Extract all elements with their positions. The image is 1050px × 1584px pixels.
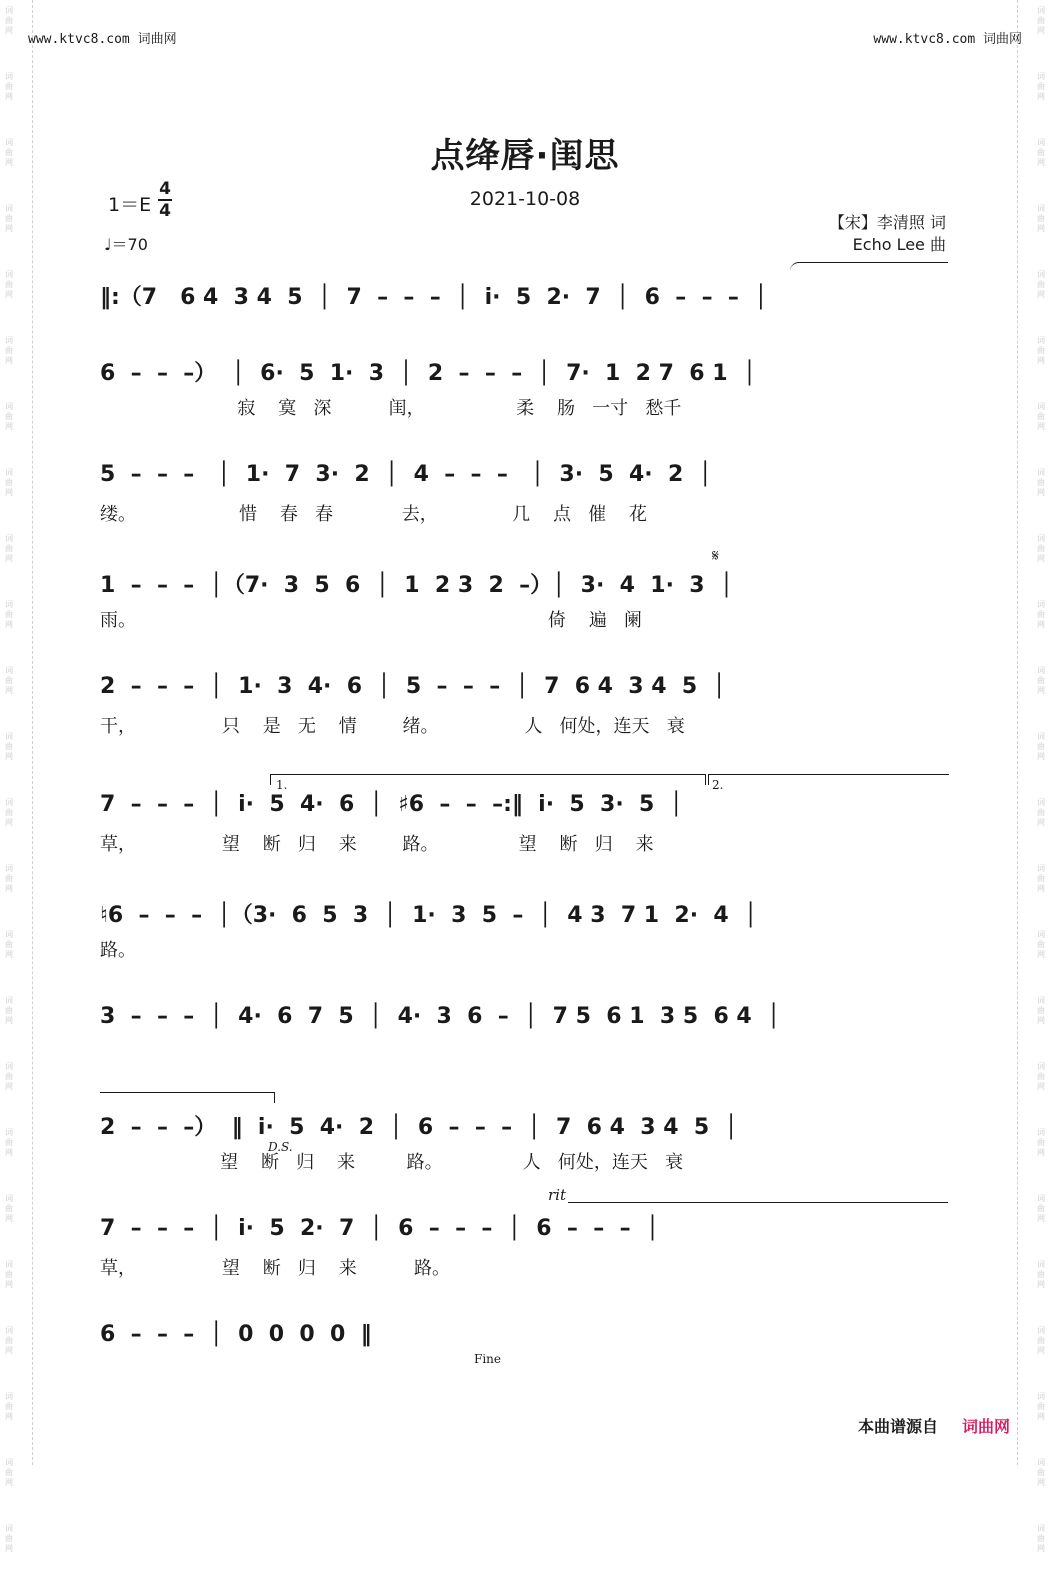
right-margin-strip [1017, 0, 1034, 1465]
fine-mark: Fine [474, 1352, 501, 1366]
volta-1-bracket [270, 774, 706, 785]
lyricist: 【宋】李清照 词 [828, 213, 946, 232]
tie-arc [100, 1092, 275, 1103]
notation: 7 – – – │ i· 5 2· 7 │ 6 – – – │ 6 – – – │ [100, 1216, 660, 1241]
rit-line [568, 1202, 948, 1203]
credits [829, 212, 946, 256]
side-watermark-left: 词 曲 网 词 曲 网 词 曲 网 词 曲 网 词 曲 网 词 曲 网 词 曲 网 词 曲 网 词 曲 网 词 曲 网 词 曲 网 词 曲 网 词 曲 网 词 曲 网 词 曲 网 词 曲 网 词 曲 网 词 曲 网 词 曲 网 词 曲 网 词 曲 网 词 曲 网 词 曲 网 词 曲 网 [5, 6, 13, 1553]
left-margin-strip [16, 0, 33, 1465]
lyrics: 寂 寞 深 闺， 柔 肠 一寸 愁千 [100, 398, 682, 419]
time-sig-top: 4 [159, 179, 171, 199]
volta-2-bracket [708, 774, 949, 785]
notation: ‖:（7 6 4 3 4 5 │ 7 – – – │ i· 5 2· 7 │ 6 – – – │ [100, 285, 768, 310]
segno-mark: 𝄋 [712, 546, 719, 565]
ds-mark: D.S. [268, 1140, 293, 1154]
volta-1: 1. [276, 778, 288, 792]
watermark-right: www.ktvc8.com 词曲网 [873, 32, 1022, 47]
notation: 6 – – – │ 0 0 0 0 ‖ [100, 1322, 372, 1347]
notation: 2 – – – │ 1· 3 4· 6 │ 5 – – – │ 7 6 4 3 4 5 │ [100, 674, 726, 699]
side-watermark-right: 词 曲 网 词 曲 网 词 曲 网 词 曲 网 词 曲 网 词 曲 网 词 曲 网 词 曲 网 词 曲 网 词 曲 网 词 曲 网 词 曲 网 词 曲 网 词 曲 网 词 曲 网 词 曲 网 词 曲 网 词 曲 网 词 曲 网 词 曲 网 词 曲 网 词 曲 网 词 曲 网 词 曲 网 [1037, 6, 1045, 1553]
notation: 7 – – – │ i· 5 4· 6 │ ♯6 – – –:‖ i· 5 3· 5 │ [100, 792, 683, 817]
lyrics: 草， 望 断 归 来 路。 [100, 1258, 450, 1279]
lyrics: 干， 只 是 无 情 绪。 人 何处，连天 衰 [100, 716, 685, 737]
notation: 1 – – – │（7· 3 5 6 │ 1 2 3 2 –）│ 3· 4 1· 3 │ [100, 573, 734, 598]
key-signature: 1＝E [108, 194, 152, 216]
lyrics: 草， 望 断 归 来 路。 望 断 归 来 [100, 834, 654, 855]
lyrics: 望 断 归 来 路。 人 何处，连天 衰 [100, 1152, 684, 1173]
lyrics: 缕。 惜 春 春 去， 几 点 催 花 [100, 504, 648, 525]
rit-mark: rit [548, 1186, 566, 1204]
page-title: 点绛唇·闺思 [430, 136, 620, 176]
notation: 2 – – –） ‖ i· 5 4· 2 │ 6 – – – │ 7 6 4 3 4 5 │ [100, 1115, 738, 1140]
notation: 5 – – – │ 1· 7 3· 2 │ 4 – – – │ 3· 5 4· 2 │ [100, 462, 712, 487]
composer: Echo Lee 曲 [852, 235, 946, 254]
time-sig-bottom: 4 [159, 201, 171, 221]
volta-2: 2. [712, 778, 724, 792]
footer-source [858, 1414, 1010, 1437]
watermark-left: www.ktvc8.com 词曲网 [28, 32, 177, 47]
notation: ♮6 – – – │（3· 6 5 3 │ 1· 3 5 – │ 4 3 7 1 2· 4 │ [100, 903, 758, 928]
score-date: 2021-10-08 [469, 188, 581, 210]
time-signature [158, 180, 172, 220]
lyrics: 路。 [100, 940, 136, 961]
tie-arc [790, 262, 948, 271]
footer-source-text: 本曲谱源自 [857, 1417, 938, 1436]
notation: 6 – – –） │ 6· 5 1· 3 │ 2 – – – │ 7· 1 2 7 6 1 │ [100, 361, 757, 386]
footer-brand-link[interactable]: 词曲网 [961, 1417, 1010, 1436]
lyrics: 雨。 倚 遍 阑 [100, 610, 643, 631]
notation: 3 – – – │ 4· 6 7 5 │ 4· 3 6 – │ 7 5 6 1 3 5 6 4 │ [100, 1004, 781, 1029]
tempo-marking: ♩＝70 [104, 235, 148, 254]
